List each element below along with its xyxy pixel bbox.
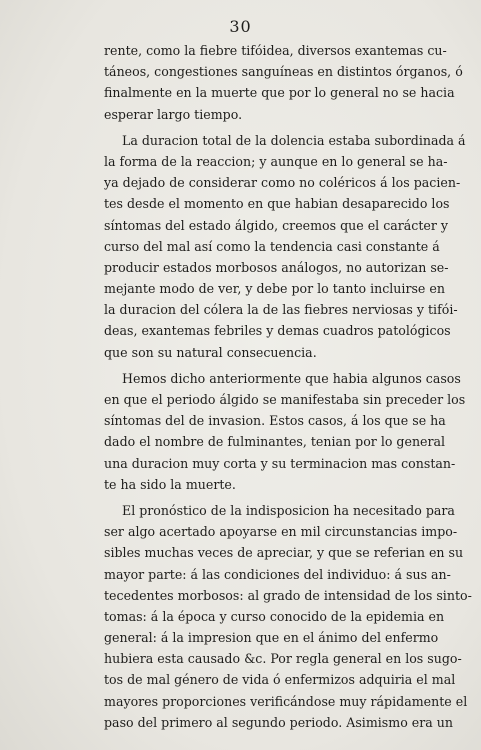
text-line: una duracion muy corta y su terminacion mas constan- bbox=[104, 455, 456, 471]
text-line: en que el periodo álgido se manifestaba sin preceder los bbox=[104, 392, 466, 407]
text-line: dado el nombre de fulminantes, tenian por lo general bbox=[104, 434, 446, 450]
paragraph bbox=[104, 500, 472, 733]
text-line: general: á la impresion que en el ánimo del enfermo bbox=[104, 630, 439, 646]
text-line: la duracion del cólera la de las fiebres nerviosas y tifói- bbox=[104, 302, 458, 318]
paragraph bbox=[104, 368, 466, 495]
text-line: táneos, congestiones sanguíneas en distintos órganos, ó bbox=[104, 64, 463, 80]
text-line: síntomas del estado álgido, creemos que el carácter y bbox=[104, 217, 448, 233]
text-line: mayor parte: á las condiciones del individuo: á sus an- bbox=[104, 566, 451, 582]
text-line: hubiera esta causado &c. Por regla general en los sugo- bbox=[104, 651, 462, 667]
text-line: tomas: á la época y curso conocido de la epidemia en bbox=[104, 608, 445, 624]
text-line: finalmente en la muerte que por lo general no se hacia bbox=[104, 85, 455, 101]
text-line: te ha sido la muerte. bbox=[104, 476, 236, 492]
text-line: que son su natural consecuencia. bbox=[104, 344, 317, 360]
text-line: deas, exantemas febriles y demas cuadros patológicos bbox=[104, 323, 451, 339]
text-line: ser algo acertado apoyarse en mil circunstancias impo- bbox=[104, 524, 458, 540]
text-line: ya dejado de considerar como no coléricos á los pacien- bbox=[104, 175, 461, 191]
text-line: tecedentes morbosos: al grado de intensidad de los sinto- bbox=[104, 587, 472, 603]
text-line: El pronóstico de la indisposicion ha necesitado para bbox=[122, 502, 455, 518]
text-line: producir estados morbosos análogos, no autorizan se- bbox=[104, 259, 449, 275]
text-line: esperar largo tiempo. bbox=[104, 106, 243, 122]
paragraph bbox=[104, 130, 466, 363]
text-line: la forma de la reaccion; y aunque en lo general se ha- bbox=[104, 153, 448, 169]
paragraph bbox=[104, 40, 463, 125]
text-line: paso del primero al segundo periodo. Asimismo era un bbox=[104, 714, 453, 730]
body-text bbox=[104, 40, 472, 733]
text-line: tos de mal género de vida ó enfermizos adquiria el mal bbox=[104, 672, 456, 688]
text-line: rente, como la fiebre tifóidea, diversos exantemas cu- bbox=[104, 43, 447, 58]
page-number: 30 bbox=[229, 17, 252, 36]
text-line: sibles muchas veces de apreciar, y que se referian en su bbox=[104, 545, 464, 561]
text-line: curso del mal así como la tendencia casi constante á bbox=[104, 238, 440, 254]
text-line: Hemos dicho anteriormente que habia algunos casos bbox=[122, 370, 461, 386]
text-line: mayores proporciones verificándose muy rápidamente el bbox=[104, 693, 468, 709]
text-line: tes desde el momento en que habian desaparecido los bbox=[104, 196, 450, 212]
text-line: La duracion total de la dolencia estaba subordinada á bbox=[122, 132, 466, 148]
text-line: mejante modo de ver, y debe por lo tanto incluirse en bbox=[104, 281, 445, 297]
text-line: síntomas del de invasion. Estos casos, á los que se ha bbox=[104, 413, 446, 429]
